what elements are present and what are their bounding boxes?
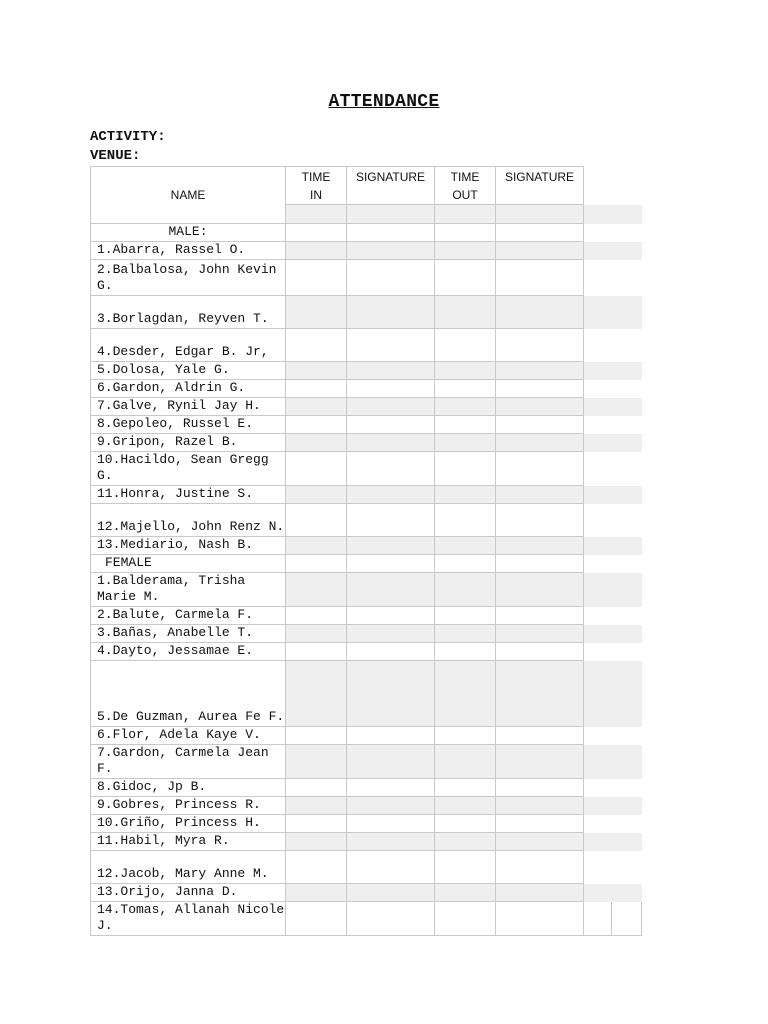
female-student-row — [91, 833, 642, 851]
male-student-row — [91, 242, 642, 260]
document-title: ATTENDANCE — [328, 92, 440, 112]
student-name: 7.Galve, Rynil Jay H. — [91, 398, 286, 416]
signature-cell — [347, 260, 435, 296]
margin-cell — [584, 398, 642, 416]
signature-cell — [347, 416, 435, 434]
signature-cell — [347, 902, 435, 936]
signature-cell — [347, 224, 435, 242]
signature-cell — [496, 902, 584, 936]
time-out-cell — [435, 643, 496, 661]
margin-cell — [584, 902, 612, 936]
female-student-row — [91, 745, 642, 779]
signature-cell — [347, 727, 435, 745]
time-out-cell — [435, 362, 496, 380]
student-name: 3.Borlagdan, Reyven T. — [91, 296, 286, 329]
margin-cell — [584, 205, 642, 224]
time-out-cell — [435, 902, 496, 936]
student-name: 13.Mediario, Nash B. — [91, 537, 286, 555]
time-out-cell — [435, 833, 496, 851]
student-name: 14.Tomas, Allanah Nicole J. — [91, 902, 286, 936]
time-in-cell — [286, 643, 347, 661]
signature-cell — [496, 625, 584, 643]
signature-cell — [496, 486, 584, 504]
signature-cell — [496, 205, 584, 224]
student-name: 12.Majello, John Renz N. — [91, 504, 286, 537]
section-female-row — [91, 555, 642, 573]
female-student-row — [91, 797, 642, 815]
time-in-cell — [286, 779, 347, 797]
male-student-row — [91, 380, 642, 398]
time-out-cell — [435, 607, 496, 625]
time-out-cell — [435, 296, 496, 329]
signature-cell — [347, 661, 435, 727]
margin-cell — [584, 416, 642, 434]
margin-cell — [584, 380, 642, 398]
margin-cell — [584, 884, 642, 902]
time-in-cell — [286, 486, 347, 504]
student-name: 1.Balderama, Trisha Marie M. — [91, 573, 286, 607]
margin-cell — [584, 573, 642, 607]
time-in-cell — [286, 625, 347, 643]
time-out-cell — [435, 205, 496, 224]
time-out-cell — [435, 851, 496, 884]
signature-cell — [347, 607, 435, 625]
margin-cell — [584, 607, 642, 625]
time-in-cell — [286, 555, 347, 573]
signature-cell — [347, 625, 435, 643]
margin-cell — [584, 833, 642, 851]
margin-cell — [584, 661, 642, 727]
student-name: 5.De Guzman, Aurea Fe F. — [91, 661, 286, 727]
signature-cell — [347, 745, 435, 779]
signature-cell — [347, 452, 435, 486]
male-student-row — [91, 329, 642, 362]
margin-cell — [584, 625, 642, 643]
signature-cell — [347, 362, 435, 380]
time-in-cell — [286, 851, 347, 884]
time-in-cell — [286, 797, 347, 815]
time-out-cell — [435, 815, 496, 833]
time-in-cell — [286, 242, 347, 260]
signature-cell — [496, 296, 584, 329]
student-name: 10.Hacildo, Sean Gregg G. — [91, 452, 286, 486]
margin-cell — [584, 537, 642, 555]
student-name: 5.Dolosa, Yale G. — [91, 362, 286, 380]
time-out-cell — [435, 573, 496, 607]
header-name: NAME — [91, 167, 286, 224]
signature-cell — [496, 416, 584, 434]
female-student-row — [91, 625, 642, 643]
signature-cell — [496, 380, 584, 398]
female-student-row — [91, 573, 642, 607]
margin-cell — [584, 727, 642, 745]
male-student-row — [91, 504, 642, 537]
signature-cell — [347, 797, 435, 815]
signature-cell — [496, 884, 584, 902]
student-name: 4.Dayto, Jessamae E. — [91, 643, 286, 661]
margin-cell — [584, 329, 642, 362]
student-name: MALE: — [91, 224, 286, 242]
time-in-cell — [286, 452, 347, 486]
signature-cell — [496, 329, 584, 362]
time-out-cell — [435, 661, 496, 727]
activity-label: ACTIVITY: — [90, 129, 166, 145]
student-name: 8.Gidoc, Jp B. — [91, 779, 286, 797]
margin-cell — [584, 167, 642, 205]
male-student-row — [91, 486, 642, 504]
time-in-cell — [286, 434, 347, 452]
margin-cell — [584, 362, 642, 380]
time-in-cell — [286, 362, 347, 380]
margin-cell — [584, 434, 642, 452]
signature-cell — [496, 833, 584, 851]
time-in-cell — [286, 745, 347, 779]
signature-cell — [496, 797, 584, 815]
section-male-row — [91, 224, 642, 242]
student-name: 8.Gepoleo, Russel E. — [91, 416, 286, 434]
venue-label: VENUE: — [90, 148, 141, 164]
signature-cell — [347, 884, 435, 902]
student-name: 13.Orijo, Janna D. — [91, 884, 286, 902]
male-student-row — [91, 537, 642, 555]
time-out-cell — [435, 884, 496, 902]
signature-cell — [347, 434, 435, 452]
signature-cell — [496, 504, 584, 537]
time-in-cell — [286, 902, 347, 936]
signature-cell — [347, 573, 435, 607]
signature-cell — [496, 643, 584, 661]
time-in-cell — [286, 416, 347, 434]
header-time-in — [286, 167, 347, 205]
signature-cell — [496, 452, 584, 486]
student-name: 1.Abarra, Rassel O. — [91, 242, 286, 260]
signature-cell — [496, 398, 584, 416]
time-out-cell — [435, 224, 496, 242]
female-student-row — [91, 727, 642, 745]
margin-cell — [584, 797, 642, 815]
signature-cell — [347, 851, 435, 884]
signature-cell — [496, 779, 584, 797]
female-student-row — [91, 779, 642, 797]
margin-cell — [584, 851, 642, 884]
female-student-row — [91, 851, 642, 884]
time-out-cell — [435, 745, 496, 779]
student-name: 9.Gobres, Princess R. — [91, 797, 286, 815]
signature-cell — [496, 260, 584, 296]
signature-cell — [347, 329, 435, 362]
time-in-cell — [286, 537, 347, 555]
time-in-cell — [286, 884, 347, 902]
margin-cell — [584, 242, 642, 260]
header-time-out — [435, 167, 496, 205]
student-name: 11.Honra, Justine S. — [91, 486, 286, 504]
female-student-row — [91, 902, 642, 936]
signature-cell — [347, 643, 435, 661]
header-signature-out: SIGNATURE — [496, 167, 584, 205]
time-out-cell — [435, 434, 496, 452]
student-name: FEMALE — [91, 555, 286, 573]
student-name: 4.Desder, Edgar B. Jr, — [91, 329, 286, 362]
signature-cell — [496, 537, 584, 555]
female-student-row — [91, 815, 642, 833]
student-name: 12.Jacob, Mary Anne M. — [91, 851, 286, 884]
header-signature-in: SIGNATURE — [347, 167, 435, 205]
margin-cell — [584, 260, 642, 296]
signature-cell — [347, 242, 435, 260]
signature-cell — [347, 296, 435, 329]
margin-cell — [584, 504, 642, 537]
signature-cell — [347, 779, 435, 797]
time-in-cell — [286, 661, 347, 727]
signature-cell — [496, 661, 584, 727]
time-in-cell — [286, 380, 347, 398]
margin-cell — [584, 224, 642, 242]
margin-cell — [584, 486, 642, 504]
time-in-cell — [286, 504, 347, 537]
time-in-cell — [286, 727, 347, 745]
signature-cell — [347, 555, 435, 573]
time-out-cell — [435, 625, 496, 643]
signature-cell — [496, 224, 584, 242]
margin-cell — [612, 902, 642, 936]
male-student-row — [91, 434, 642, 452]
time-out-cell — [435, 779, 496, 797]
time-out-cell — [435, 260, 496, 296]
time-in-cell — [286, 260, 347, 296]
male-student-row — [91, 416, 642, 434]
margin-cell — [584, 296, 642, 329]
time-in-cell — [286, 296, 347, 329]
student-name: 2.Balute, Carmela F. — [91, 607, 286, 625]
time-out-cell — [435, 727, 496, 745]
male-student-row — [91, 452, 642, 486]
signature-cell — [347, 833, 435, 851]
student-name: 11.Habil, Myra R. — [91, 833, 286, 851]
signature-cell — [347, 486, 435, 504]
signature-cell — [496, 815, 584, 833]
male-student-row — [91, 260, 642, 296]
signature-cell — [347, 504, 435, 537]
signature-cell — [347, 380, 435, 398]
time-out-cell — [435, 329, 496, 362]
student-name: 2.Balbalosa, John Kevin G. — [91, 260, 286, 296]
female-student-row — [91, 643, 642, 661]
margin-cell — [584, 745, 642, 779]
time-in-cell — [286, 398, 347, 416]
time-in-cell — [286, 205, 347, 224]
time-out-cell — [435, 380, 496, 398]
time-in-cell — [286, 224, 347, 242]
male-student-row — [91, 362, 642, 380]
signature-cell — [496, 362, 584, 380]
time-out-cell — [435, 452, 496, 486]
male-student-row — [91, 296, 642, 329]
signature-cell — [496, 434, 584, 452]
student-name: 7.Gardon, Carmela Jean F. — [91, 745, 286, 779]
student-name: 6.Gardon, Aldrin G. — [91, 380, 286, 398]
female-student-row — [91, 661, 642, 727]
female-student-row — [91, 884, 642, 902]
signature-cell — [496, 745, 584, 779]
time-in-cell — [286, 573, 347, 607]
student-name: 6.Flor, Adela Kaye V. — [91, 727, 286, 745]
student-name: 3.Bañas, Anabelle T. — [91, 625, 286, 643]
time-out-cell — [435, 504, 496, 537]
signature-cell — [347, 815, 435, 833]
student-name: 9.Gripon, Razel B. — [91, 434, 286, 452]
margin-cell — [584, 452, 642, 486]
header-time-in-line2: IN — [310, 188, 322, 202]
time-in-cell — [286, 815, 347, 833]
header-time-out-line2: OUT — [452, 188, 478, 202]
margin-cell — [584, 555, 642, 573]
signature-cell — [347, 205, 435, 224]
time-out-cell — [435, 416, 496, 434]
time-in-cell — [286, 329, 347, 362]
header-time-in-line1: TIME — [301, 170, 331, 184]
attendance-table — [90, 166, 642, 936]
signature-cell — [496, 555, 584, 573]
female-student-row — [91, 607, 642, 625]
time-out-cell — [435, 242, 496, 260]
time-out-cell — [435, 398, 496, 416]
signature-cell — [496, 242, 584, 260]
time-in-cell — [286, 833, 347, 851]
student-name: 10.Griño, Princess H. — [91, 815, 286, 833]
male-student-row — [91, 398, 642, 416]
signature-cell — [496, 851, 584, 884]
signature-cell — [347, 537, 435, 555]
time-out-cell — [435, 555, 496, 573]
header-time-out-line1: TIME — [450, 170, 480, 184]
margin-cell — [584, 815, 642, 833]
time-out-cell — [435, 486, 496, 504]
signature-cell — [496, 727, 584, 745]
signature-cell — [496, 607, 584, 625]
time-out-cell — [435, 797, 496, 815]
margin-cell — [584, 779, 642, 797]
time-out-cell — [435, 537, 496, 555]
signature-cell — [496, 573, 584, 607]
margin-cell — [584, 643, 642, 661]
time-in-cell — [286, 607, 347, 625]
signature-cell — [347, 398, 435, 416]
